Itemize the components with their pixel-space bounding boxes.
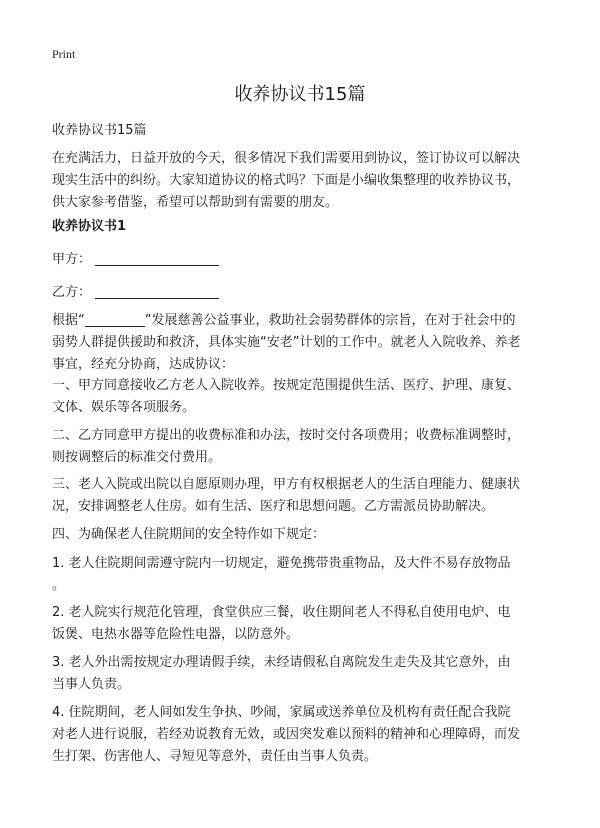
rule-line: 饭煲、电热水器等危险性电器，以防意外。 — [52, 627, 300, 642]
rule-line: 生打架、伤害他人、寻短见等意外，责任由当事人负责。 — [52, 749, 378, 764]
rule-item-4 — [52, 702, 552, 768]
basis-line1-rest: ”发展慈善公益事业，救助社会弱势群体的宗旨，在对于社会中的 — [144, 313, 516, 328]
clause-line: 二、乙方同意甲方提出的收费标准和办法，按时交付各项费用；收费标准调整时， — [52, 428, 521, 443]
party-a-label: 甲方： — [52, 252, 92, 267]
document-subtitle: 收养协议书15篇 — [52, 123, 147, 138]
basis-line: 弱势人群提供援助和救济，具体实施“安老”计划的工作中。就老人入院收养、养老 — [52, 335, 521, 350]
rule-line: 1. 老人住院期间需遵守院内一切规定，避免携带贵重物品，及大件不易存放物品 — [52, 556, 511, 571]
clause-line: 一、甲方同意接收乙方老人入院收养。按规定范围提供生活、医疗、护理、康复、 — [52, 378, 521, 393]
party-b-line — [52, 282, 552, 304]
print-label: Print — [52, 47, 76, 61]
document-title: 收养协议书15篇 — [234, 84, 366, 105]
clause-1 — [52, 375, 552, 419]
clause-3 — [52, 474, 552, 518]
rule-item-1 — [52, 553, 552, 597]
intro-line: 现实生活中的纠纷。大家知道协议的格式吗？下面是小编收集整理的收养协议书， — [52, 173, 521, 188]
clause-line: 文体、娱乐等各项服务。 — [52, 400, 196, 415]
intro-line: 供大家参考借鉴，希望可以帮助到有需要的朋友。 — [52, 195, 339, 210]
party-b-blank — [95, 284, 219, 299]
organization-blank — [85, 312, 145, 327]
intro-line: 在充满活力，日益开放的今天，很多情况下我们需要用到协议，签订协议可以解决 — [52, 151, 521, 166]
rule-item-2 — [52, 602, 552, 646]
rule-line: 2. 老人院实行规范化管理，食堂供应三餐，收住期间老人不得私自使用电炉、电 — [52, 605, 511, 620]
clause-4-heading: 四、为确保老人住院期间的安全特作如下规定： — [52, 527, 326, 542]
clause-line: 三、老人入院或出院以自愿原则办理，甲方有权根据老人的生活自理能力、健康状 — [52, 477, 521, 492]
rule-line: 4. 住院期间，老人间如发生争执、吵闹，家属或送养单位及机构有责任配合我院 — [52, 705, 511, 720]
basis-paragraph — [52, 310, 552, 376]
clause-2 — [52, 425, 552, 469]
rule-item-3 — [52, 652, 552, 696]
intro-paragraph — [52, 148, 552, 214]
party-a-line — [52, 249, 552, 271]
basis-line: 事宜，经充分协商，达成协议： — [52, 357, 235, 372]
party-b-label: 乙方： — [52, 285, 92, 300]
party-a-blank — [95, 251, 219, 266]
clause-line: 况，安排调整老人住房。如有生活、医疗和思想问题。乙方需派员协助解决。 — [52, 499, 495, 514]
section-heading: 收养协议书1 — [52, 219, 127, 234]
rule-line: 。 — [52, 578, 66, 593]
clause-line: 则按调整后的标准交付费用。 — [52, 450, 222, 465]
rule-line: 对老人进行说服，若经劝说教育无效，或因突发难以预料的精神和心理障碍，而发 — [52, 727, 521, 742]
rule-line: 3. 老人外出需按规定办理请假手续，未经请假私自离院发生走失及其它意外，由 — [52, 655, 511, 670]
rule-line: 当事人负责。 — [52, 677, 131, 692]
basis-line — [52, 310, 552, 332]
basis-prefix: 根据“ — [52, 313, 85, 328]
